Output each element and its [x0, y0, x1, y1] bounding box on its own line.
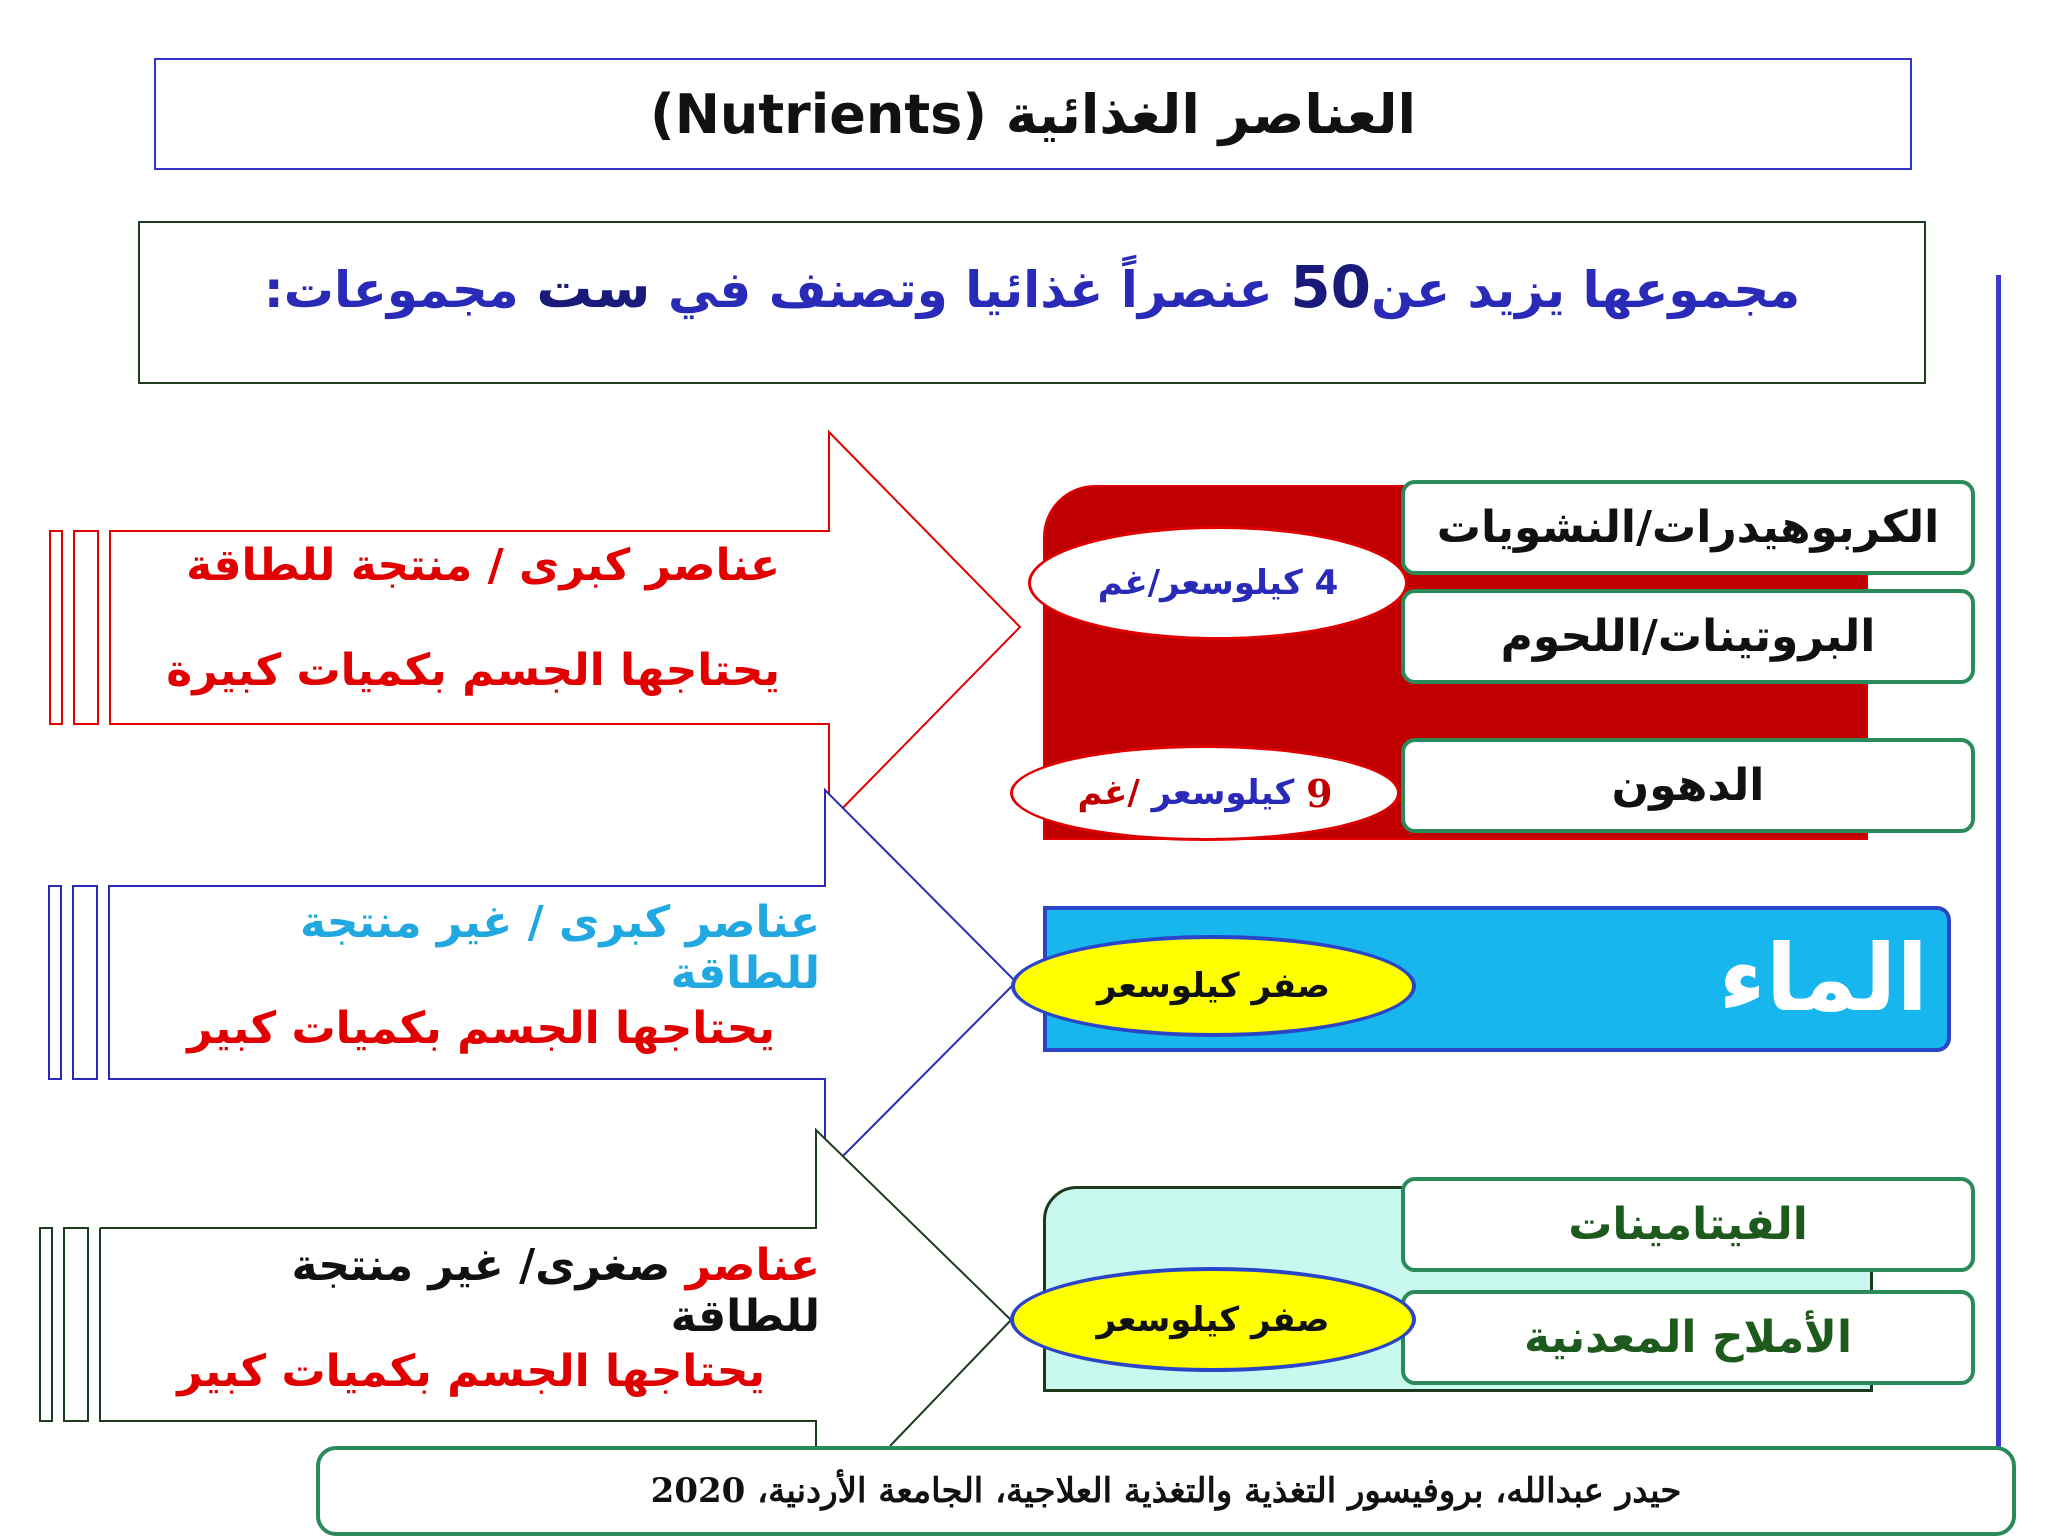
vertical-divider [1996, 275, 2001, 1455]
intro-part3: مجموعات: [263, 261, 519, 319]
energy-water-text: صفر كيلوسعر [1097, 966, 1330, 1006]
intro-part1: مجموعها يزيد عن [1370, 261, 1801, 319]
proteins-text: البروتينات/اللحوم [1500, 611, 1876, 662]
energy-ellipse-4kcal [1028, 526, 1408, 640]
energy-9-unit: كيلوسعر [1151, 773, 1295, 813]
intro-emphasis: ست [536, 256, 651, 321]
water-label: الماء [1718, 924, 1928, 1032]
micro-line1-word: عناصر [685, 1240, 820, 1291]
minerals-label [1401, 1290, 1975, 1385]
page-title [154, 58, 1912, 170]
proteins-label [1401, 589, 1975, 684]
macro-energy-line1: عناصر كبرى / منتجة للطاقة [186, 540, 780, 591]
arrow-macro-energy [50, 432, 1020, 822]
fats-label [1401, 738, 1975, 833]
energy-ellipse-9kcal [1010, 745, 1400, 841]
energy-4kcal-text: 4 كيلوسعر/غم [1097, 563, 1339, 603]
energy-micro-text: صفر كيلوسعر [1096, 1299, 1330, 1340]
micro-line1-rest: صغرى/ غير منتجة للطاقة [291, 1240, 820, 1342]
macro-energy-line2: يحتاجها الجسم بكميات كبيرة [166, 645, 780, 696]
footer-credit [316, 1446, 2016, 1536]
micro-line2: يحتاجها الجسم بكميات كبير [177, 1346, 765, 1397]
page-title-text: العناصر الغذائية (Nutrients) [650, 82, 1416, 146]
fats-text: الدهون [1611, 760, 1765, 811]
micro-line1 [150, 1240, 820, 1342]
intro-part2: عنصراً غذائيا وتصنف في [667, 261, 1273, 319]
minerals-text: الأملاح المعدنية [1523, 1312, 1853, 1363]
macro-nonenergy-line1: عناصر كبرى / غير منتجة للطاقة [300, 897, 820, 999]
footer-text: حيدر عبدالله، بروفيسور التغذية والتغذية العلاجية، الجامعة الأردنية، 2020 [650, 1471, 1682, 1511]
energy-ellipse-water [1011, 935, 1416, 1037]
energy-9-number: 9 [1306, 770, 1333, 816]
energy-ellipse-micro [1010, 1267, 1416, 1372]
macro-nonenergy-line2: يحتاجها الجسم بكميات كبير [187, 1003, 775, 1054]
vitamins-text: الفيتامينات [1568, 1199, 1808, 1250]
carbs-label [1401, 480, 1975, 575]
intro-statement [138, 221, 1926, 384]
vitamins-label [1401, 1177, 1975, 1272]
intro-number: 50 [1290, 253, 1371, 321]
energy-9-per-gram: /غم [1077, 773, 1140, 813]
carbs-text: الكربوهيدرات/النشويات [1436, 502, 1940, 553]
